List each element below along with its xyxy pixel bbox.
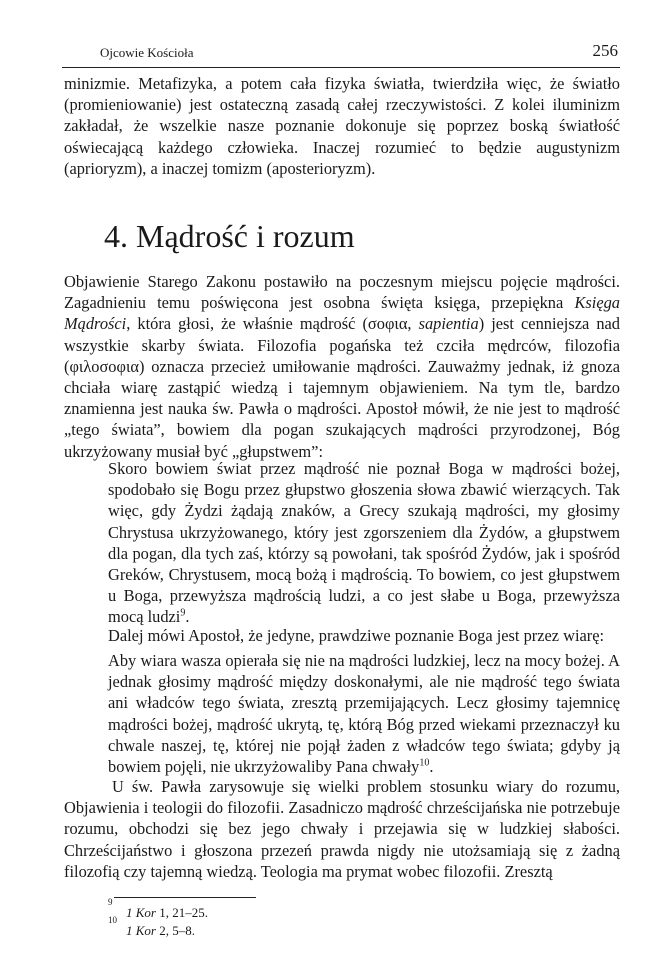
paragraph-text: Objawienie Starego Zakonu postawiło na poczesnym miejscu pojęcie mądrości. Zagadnieniu temu poświęcona jest osobna święta księga, przepiękna	[64, 272, 620, 313]
section-heading: 4. Mądrość i rozum	[104, 218, 355, 254]
footnote-book: 1 Kor	[126, 905, 156, 920]
latin-term-italic: sapientia	[418, 314, 479, 334]
paragraph-text: , która głosi, że właśnie mądrość (σοφια,	[126, 314, 419, 334]
footnote-reference: 1, 21–25.	[155, 905, 208, 920]
footnote-ref-9[interactable]: 9	[180, 607, 186, 619]
footnote-10: 10 1 Kor 2, 5–8.	[108, 915, 195, 938]
block-quote-2: Aby wiara wasza opierała się nie na mądrości ludzkiej, lecz na mocy bożej. A jednak głosimy mądrość między doskonałymi, ale nie mądrość tego świata ani władców tego świata, zresztą przemijających. Lecz głosimy tajemnicę mądrości bożej, mądrość ukrytą, tę, którą Bóg przed wiekami przeznaczył ku chwale naszej, tę, której nie pojął żaden z władców tego świata; gdyby ją bowiem pojęli, nie ukrzyżowaliby Pana chwały$^{10}$.	[108, 651, 620, 777]
paragraph-wisdom-intro	[64, 271, 620, 462]
intro-paragraph: minizmie. Metafizyka, a potem cała fizyka światła, twierdziła więc, że światło (promieniowanie) jest ostateczną zasadą całej rzeczywistości. Z kolei iluminizm zakładał, że wszelkie nasze poznanie dokonuje się poprzez boską światłość oświecającą każdego człowieka. Inaczej rozumieć to będzie augustynizm (aprioryzm), a inaczej tomizm (aposterioryzm).	[64, 74, 620, 178]
footnote-9: 9 1 Kor 1, 21–25.	[108, 897, 208, 920]
block-quote-1: Skoro bowiem świat przez mądrość nie poznał Boga w mądrości bożej, spodobało się Bogu przez głupstwo głoszenia słowa zbawić wierzących. Tak więc, gdy Żydzi żądają znaków, a Grecy szukają mądrości, my głosimy Chrystusa ukrzyżowanego, który jest zgorszeniem dla Żydów, a głupstwem dla pogan, dla tych zaś, którzy są powołani, tak spośród Żydów, jak i spośród Greków, Chrystusem, mocą bożą i mądrością. To bowiem, co jest głupstwem u Boga, przewyższa mądrością ludzi, a co jest słabe u Boga, przewyższa mocą ludzi$^9$.	[108, 459, 620, 627]
quote-text: Skoro bowiem świat przez mądrość nie poznał Boga w mądrości bożej, spodobało się Bogu przez głupstwo głoszenia słowa zbawić wierzących. Tak więc, gdy Żydzi żądają znaków, a Grecy szukają mądrości, my głosimy Chrystusa ukrzyżowanego, który jest zgorszeniem dla Żydów, a głupstwem dla pogan, dla tych zaś, którzy są powołani, tak spośród Żydów, jak i spośród Greków, Chrystusem, mocą bożą i mądrością. To bowiem, co jest głupstwem u Boga, przewyższa mądrością ludzi, a co jest słabe u Boga, przewyższa mocą ludzi	[108, 459, 620, 627]
running-title: Ojcowie Kościoła	[100, 45, 194, 60]
paragraph-faith-reason: U św. Pawła zarysowuje się wielki problem stosunku wiary do rozumu, Objawienia i teologii do filozofii. Zasadniczo mądrość chrześcijańska nie potrzebuje rozumu, obchodzi się bez jego chwały i przejawia się w ludzkiej słabości. Chrześcijaństwo i głoszona przezeń prawda nigdy nie utożsamiają się z żadną filozofią czy tajemną wiedzą. Teologia ma prymat wobec filozofii. Zresztą	[64, 777, 620, 881]
footnote-ref-10[interactable]: 10	[419, 757, 430, 769]
paragraph-apostle: Dalej mówi Apostoł, że jedyne, prawdziwe poznanie Boga jest przez wiarę:	[108, 626, 605, 645]
header-divider	[62, 67, 620, 68]
footnotes	[108, 897, 208, 940]
quote-text: Aby wiara wasza opierała się nie na mądrości ludzkiej, lecz na mocy bożej. A jednak głosimy mądrość między doskonałymi, ale nie mądrość tego świata ani władców tego świata, zresztą przemijających. Lecz głosimy tajemnicę mądrości bożej, mądrość ukrytą, tę, którą Bóg przed wiekami przeznaczył ku chwale naszej, tę, której nie pojął żaden z władców tego świata; gdyby ją bowiem pojęli, nie ukrzyżowaliby Pana chwały	[108, 651, 620, 777]
page-number: 256	[592, 41, 618, 60]
book-title-italic: Księga Mądrości	[64, 293, 620, 334]
paragraph-text: ) jest cenniejsza nad wszystkie skarby świata. Filozofia pogańska też czciła mędrców, filozofia (φιλοσοφια) oznacza przecież umiłowanie mądrości. Zauważmy jednak, iż gnoza chciała wiarę zastąpić wiedzą i tajemnym objawieniem. Na tym tle, bardzo znamienna jest nauka św. Pawła o mądrości. Apostoł mówił, że nie jest to mądrość „tego świata”, bowiem dla pogan szukających mądrości przyrodzonej, Bóg ukrzyżowany musiał być „głupstwem”:	[64, 314, 620, 461]
footnote-book: 1 Kor	[126, 923, 156, 938]
running-header	[78, 43, 618, 63]
footnote-reference: 2, 5–8.	[155, 923, 195, 938]
footnote-divider	[114, 897, 256, 898]
